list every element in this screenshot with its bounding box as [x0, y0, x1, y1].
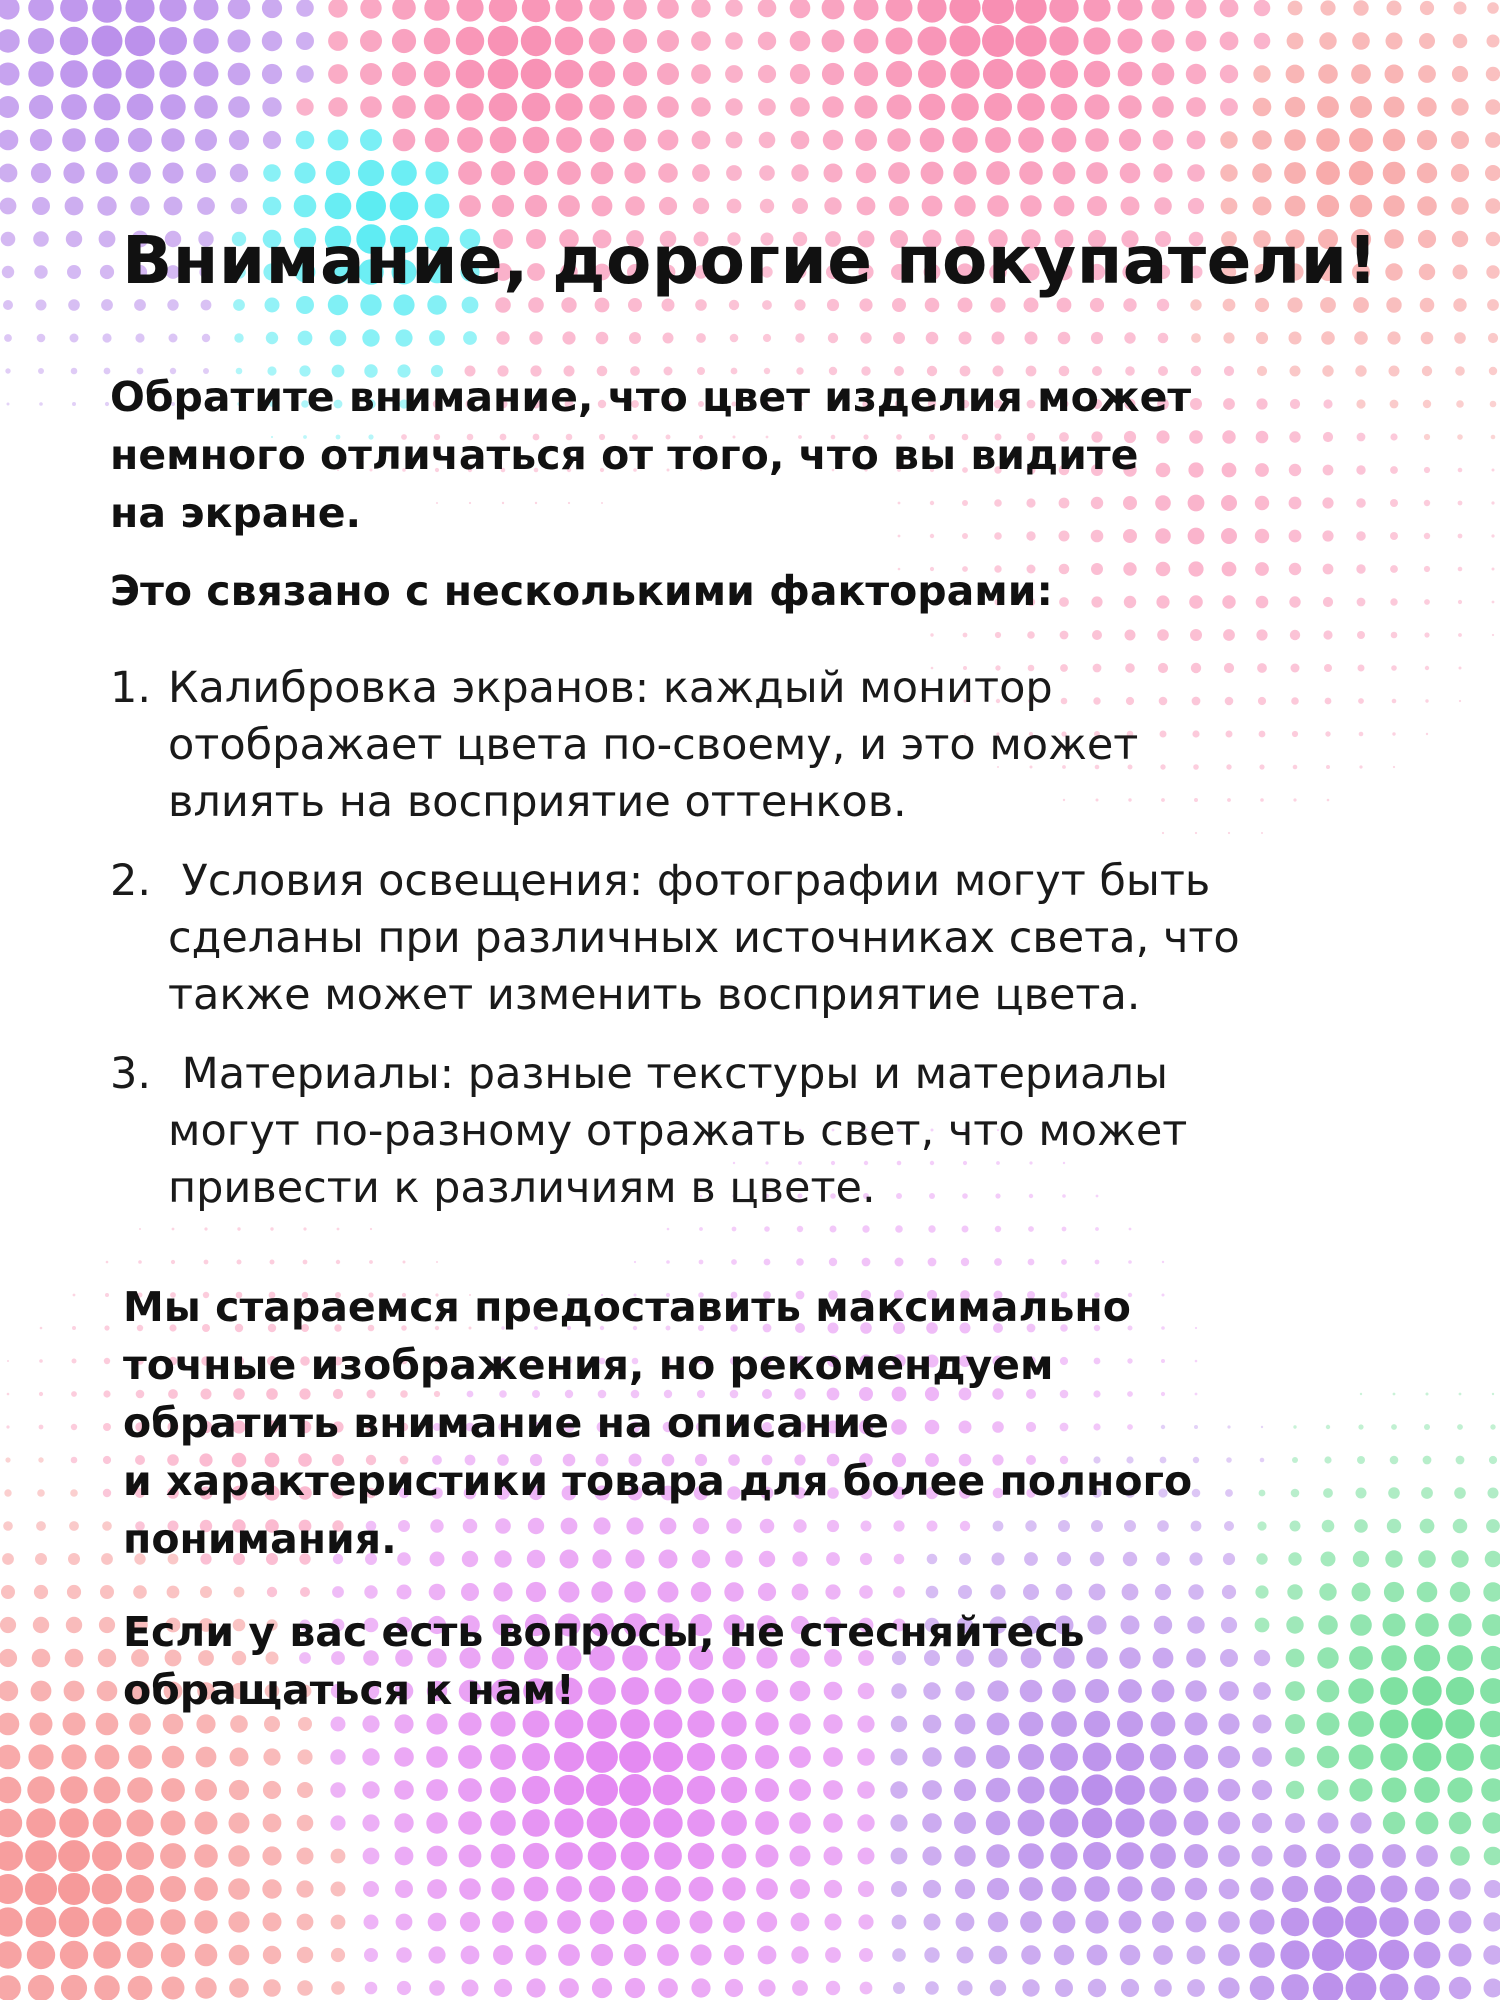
intro-line: Обратите внимание, что цвет изделия может [110, 373, 1192, 421]
factor-line: также может изменить восприятие цвета. [168, 970, 1141, 1020]
factor-item-lighting [110, 853, 1240, 1024]
factor-line: привести к различиям в цвете. [168, 1163, 876, 1213]
factor-number: 2. [110, 856, 152, 906]
factor-line: Условия освещения: фотографии могут быть [168, 856, 1211, 906]
factor-line: Калибровка экранов: каждый монитор [168, 663, 1053, 713]
factor-line: Материалы: разные текстуры и материалы [168, 1049, 1168, 1099]
closing-line: обратить внимание на описание [123, 1399, 889, 1447]
closing-line: точные изображения, но рекомендуем [123, 1341, 1054, 1389]
contact-paragraph [123, 1603, 1085, 1719]
closing-line: и характеристики товара для более полного [123, 1457, 1193, 1505]
closing-line: понимания. [123, 1515, 397, 1563]
factor-number: 3. [110, 1049, 152, 1099]
intro-paragraph [110, 368, 1191, 542]
contact-line: Если у вас есть вопросы, не стесняйтесь [123, 1608, 1085, 1656]
closing-line: Мы стараемся предоставить максимально [123, 1283, 1131, 1331]
closing-paragraph [123, 1278, 1192, 1568]
factor-item-materials [110, 1046, 1240, 1217]
factor-item-calibration [110, 660, 1240, 831]
factor-line: влиять на восприятие оттенков. [168, 777, 907, 827]
contact-line: обращаться к нам! [123, 1666, 575, 1714]
factor-line: могут по-разному отражать свет, что может [168, 1106, 1188, 1156]
factor-line: сделаны при различных источниках света, что [168, 913, 1240, 963]
page-title: Внимание, дорогие покупатели! [121, 222, 1379, 299]
intro-line: немного отличаться от того, что вы видите [110, 431, 1139, 479]
factors-heading: Это связано с несколькими факторами: [110, 567, 1053, 615]
factor-line: отображает цвета по-своему, и это может [168, 720, 1139, 770]
intro-line: на экране. [110, 489, 362, 537]
factor-number: 1. [110, 663, 152, 713]
factors-list [110, 660, 1240, 1239]
